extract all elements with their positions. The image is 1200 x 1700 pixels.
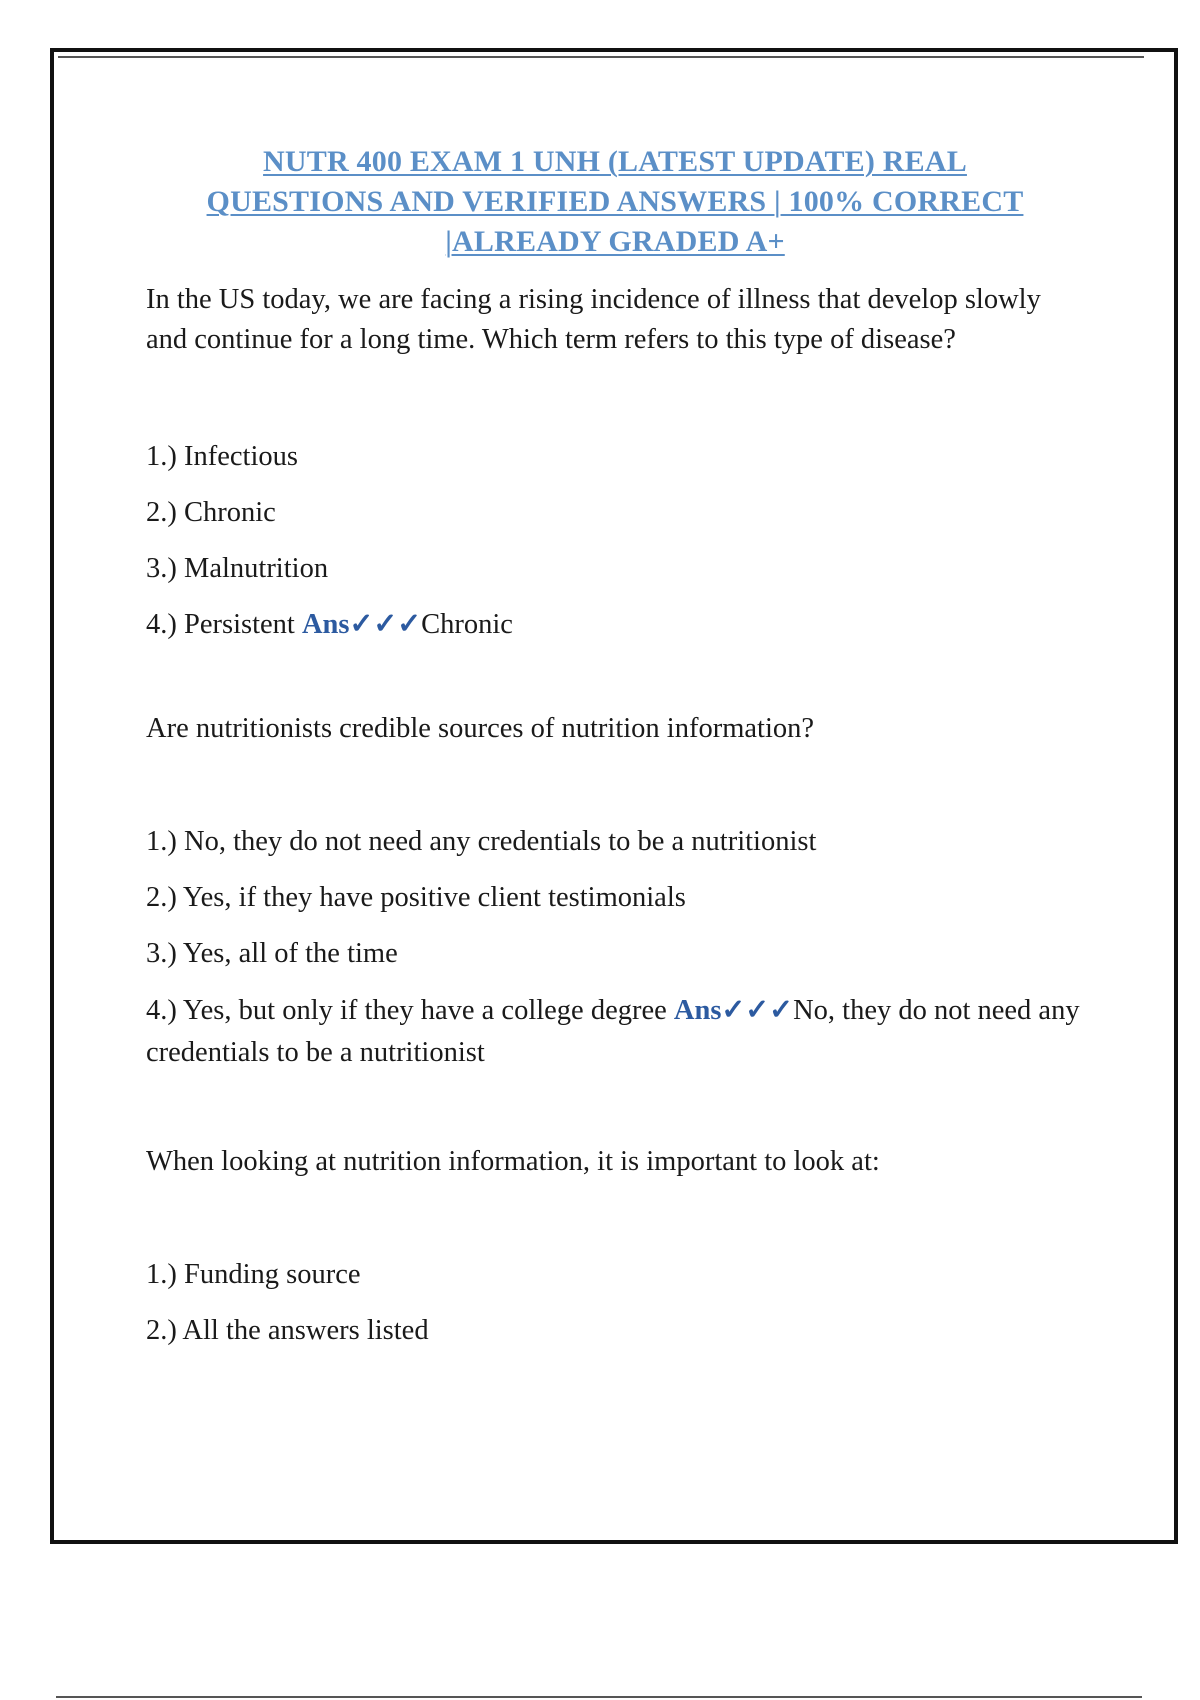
question-1-options [146, 437, 1086, 645]
question-2-options [146, 822, 1086, 1074]
question-3-text: When looking at nutrition information, it is important to look at: [146, 1146, 880, 1177]
answer-label-2: Ans✓✓✓ [673, 995, 794, 1026]
bottom-rule [56, 1696, 1142, 1698]
option-1-3: 3.) Malnutrition [146, 553, 329, 584]
top-rule [58, 56, 1144, 58]
answer-text-2: No, they do not need any credentials to be a nutritionist [146, 995, 1080, 1068]
option-1-1: 1.) Infectious [146, 441, 298, 472]
question-1-text: In the US today, we are facing a rising incidence of illness that develop slowly and continue for a long time. Which term refers to this type of disease? [146, 284, 1041, 355]
option-3-2: 2.) All the answers listed [146, 1315, 429, 1346]
option-2-4: 4.) Yes, but only if they have a college degree [146, 995, 667, 1026]
document-body [146, 280, 1086, 1351]
option-2-4-row [146, 990, 1086, 1074]
option-1-4-row [146, 605, 1086, 645]
option-2-2: 2.) Yes, if they have positive client testimonials [146, 882, 686, 913]
question-3-options [146, 1255, 1086, 1351]
title-line-1: NUTR 400 EXAM 1 UNH (LATEST UPDATE) REAL [263, 145, 967, 178]
option-1-2: 2.) Chronic [146, 497, 276, 528]
option-2-3: 3.) Yes, all of the time [146, 938, 398, 969]
document-title [120, 142, 1110, 262]
answer-label-1: Ans✓✓✓ [301, 609, 422, 640]
title-line-2: QUESTIONS AND VERIFIED ANSWERS | 100% CORRECT [206, 185, 1024, 218]
option-3-1: 1.) Funding source [146, 1259, 361, 1290]
option-1-4: 4.) Persistent [146, 609, 295, 640]
option-2-1: 1.) No, they do not need any credentials to be a nutritionist [146, 826, 817, 857]
question-2-text: Are nutritionists credible sources of nutrition information? [146, 713, 815, 744]
answer-text-1: Chronic [421, 609, 513, 640]
title-line-3: |ALREADY GRADED A+ [445, 225, 785, 258]
